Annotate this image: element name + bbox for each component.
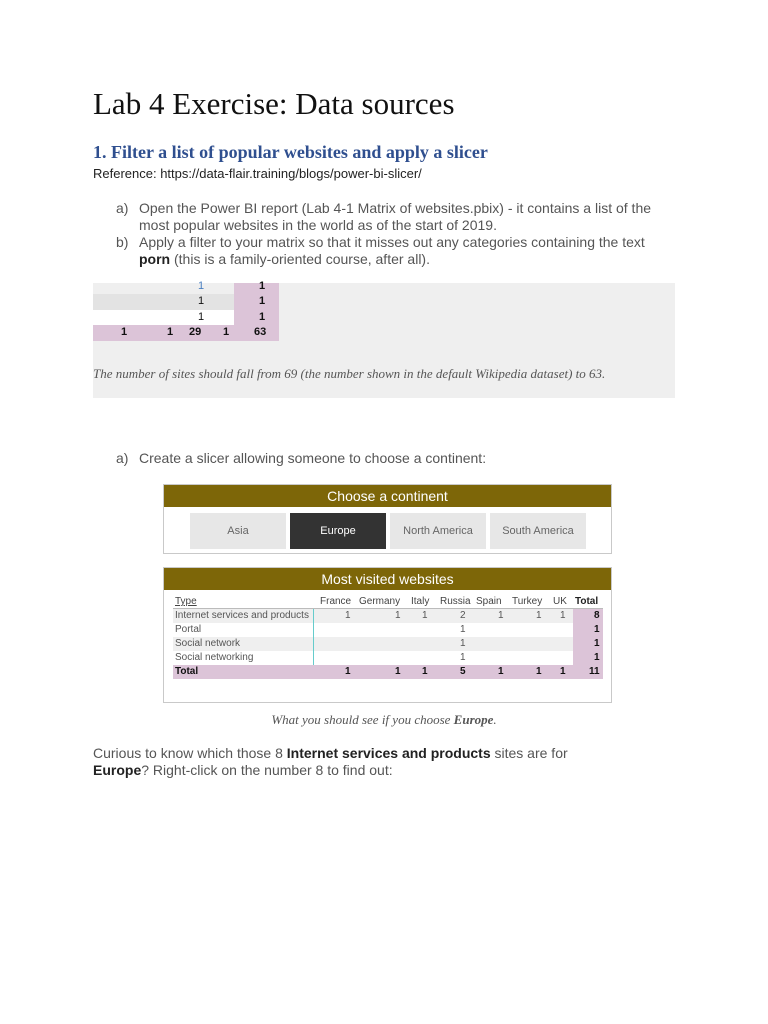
total-cell: 1: [345, 666, 351, 677]
col-header[interactable]: Italy: [411, 596, 430, 607]
cell: 1: [460, 652, 466, 663]
total-cell: 1: [536, 666, 542, 677]
step-item: [116, 200, 686, 234]
slicer-option-south-america[interactable]: South America: [490, 513, 586, 549]
paragraph-text: Curious to know which those 8: [93, 745, 287, 761]
mini-total-cell: 1: [167, 326, 174, 338]
matrix-visual: [163, 567, 612, 703]
row-label: Internet services and products: [175, 610, 309, 621]
slicer-title: Choose a continent: [164, 485, 611, 507]
row-total[interactable]: 8: [594, 610, 600, 621]
total-cell: 1: [560, 666, 566, 677]
step-text: [139, 234, 679, 268]
col-header-type[interactable]: Type: [175, 596, 197, 607]
mini-row: [93, 279, 279, 295]
step-item: [116, 450, 686, 468]
section-heading: 1. Filter a list of popular websites and apply a slicer: [93, 142, 488, 162]
paragraph-bold: Internet services and products: [286, 745, 491, 761]
cell: 1: [345, 610, 351, 621]
bold-keyword: porn: [139, 251, 171, 267]
mini-row: [93, 310, 234, 326]
col-header[interactable]: Germany: [359, 596, 401, 607]
step-text: Create a slicer allowing someone to choose a continent:: [139, 450, 487, 466]
cell: 1: [395, 610, 401, 621]
step-item: [116, 234, 686, 268]
col-header[interactable]: Spain: [476, 596, 502, 607]
caption-text: What you should see if you choose: [271, 712, 454, 727]
col-header[interactable]: France: [320, 596, 352, 607]
col-header[interactable]: UK: [553, 596, 567, 607]
row-header-divider: [313, 609, 314, 665]
mini-cell: 1: [198, 280, 205, 292]
cell: 1: [422, 610, 428, 621]
step-marker: a): [116, 450, 129, 466]
mini-total-row: [93, 325, 279, 341]
closing-paragraph: [93, 745, 613, 779]
mini-total-cell: 29: [189, 326, 202, 338]
col-header[interactable]: Russia: [440, 596, 471, 607]
slicer-option-asia[interactable]: Asia: [190, 513, 286, 549]
matrix-header-row: [173, 595, 603, 609]
col-header[interactable]: Turkey: [512, 596, 543, 607]
table-row: [173, 623, 573, 637]
total-cell: 1: [422, 666, 428, 677]
mini-cell: 1: [198, 311, 205, 323]
row-total: 1: [594, 652, 600, 663]
mini-total-cell: 63: [254, 326, 267, 338]
step-marker: b): [116, 234, 129, 250]
table-row: [173, 609, 573, 623]
table-row: [173, 651, 573, 665]
row-label: Social networking: [175, 652, 254, 663]
table-row: [173, 637, 573, 651]
mini-cell-total: 1: [259, 280, 266, 292]
total-label: Total: [175, 666, 199, 677]
cell: 1: [498, 610, 504, 621]
step-text-part: Apply a filter to your matrix so that it misses out any categories containing the text: [139, 234, 645, 250]
row-label: Social network: [175, 638, 241, 649]
mini-row: [93, 294, 234, 310]
total-cell: 1: [498, 666, 504, 677]
step-text: Open the Power BI report (Lab 4-1 Matrix of websites.pbix) - it contains a list of the most popular websites in the world as of the start of 2019.: [139, 200, 652, 233]
caption-europe: [93, 712, 675, 728]
slicer-option-europe[interactable]: Europe: [290, 513, 386, 549]
caption-text: .: [493, 712, 497, 727]
paragraph-text: sites are for: [490, 745, 568, 761]
paragraph-bold: Europe: [93, 762, 142, 778]
cell: 2: [460, 610, 466, 621]
reference-text: Reference: https://data-flair.training/blogs/power-bi-slicer/: [93, 166, 422, 181]
slicer-option-north-america[interactable]: North America: [390, 513, 486, 549]
grand-total: 11: [589, 666, 600, 677]
total-cell: 1: [395, 666, 401, 677]
cell: 1: [536, 610, 542, 621]
caption-bold: Europe: [453, 712, 494, 727]
matrix-title: Most visited websites: [164, 568, 611, 590]
mini-cell-total: 1: [259, 311, 266, 323]
col-header-total[interactable]: Total: [575, 596, 599, 607]
total-row: [173, 665, 603, 679]
mini-cell: 1: [198, 295, 205, 307]
caption-site-count: The number of sites should fall from 69 (the number shown in the default Wikipedia dataset) to 63.: [93, 366, 606, 381]
cell: 1: [460, 638, 466, 649]
total-cell: 5: [460, 666, 466, 677]
continent-slicer: [163, 484, 612, 554]
step-text-part: (this is a family-oriented course, after all).: [170, 251, 430, 267]
mini-total-cell: 1: [121, 326, 128, 338]
cell: 1: [560, 610, 566, 621]
row-total: 1: [594, 624, 600, 635]
mini-cell-total: 1: [259, 295, 266, 307]
row-label: Portal: [175, 624, 202, 635]
row-total: 1: [594, 638, 600, 649]
page-title: Lab 4 Exercise: Data sources: [93, 86, 455, 121]
paragraph-text: ? Right-click on the number 8 to find out:: [141, 762, 393, 778]
cell: 1: [460, 624, 466, 635]
mini-total-cell: 1: [223, 326, 230, 338]
step-marker: a): [116, 200, 129, 216]
